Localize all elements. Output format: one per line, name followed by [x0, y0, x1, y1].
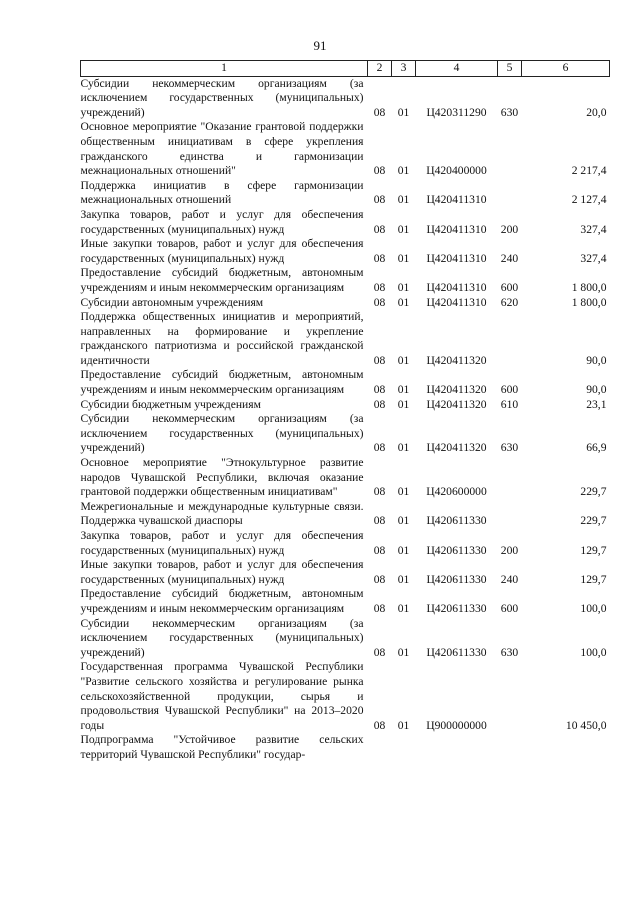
table-row — [81, 310, 610, 368]
row-section: 08 — [373, 718, 386, 732]
row-expense-type — [498, 456, 522, 500]
row-subsection: 01 — [397, 353, 410, 367]
page-number: 91 — [313, 38, 327, 53]
row-section: 08 — [373, 353, 386, 367]
row-name: Подпрограмма "Устойчивое развитие сельских территорий Чувашской Республики" государ- — [80, 733, 364, 761]
table-row — [81, 412, 610, 456]
row-name: Закупка товаров, работ и услуг для обеспечения государственных (муниципальных) нужд — [80, 207, 364, 236]
table-row — [81, 296, 610, 311]
row-expense-type: 200 — [500, 543, 519, 557]
row-amount: 20,0 — [586, 105, 607, 119]
header-col-5: 5 — [498, 61, 522, 77]
row-section: 08 — [373, 441, 386, 455]
row-name: Предоставление субсидий бюджетным, автономным учреждениям и иным некоммерческим организациям — [80, 587, 364, 615]
row-name: Предоставление субсидий бюджетным, автономным учреждениям и иным некоммерческим организациям — [80, 368, 364, 397]
table-row — [81, 237, 610, 266]
row-name: Субсидии некоммерческим организациям (за исключением государственных (муниципальных) учреждений) — [80, 76, 364, 119]
row-expense-type: 630 — [500, 105, 519, 119]
row-section: 08 — [373, 222, 386, 236]
header-col-3: 3 — [392, 61, 416, 77]
row-amount: 23,1 — [586, 397, 607, 411]
row-amount: 129,7 — [580, 543, 607, 557]
row-expense-type: 600 — [500, 280, 519, 294]
row-name: Закупка товаров, работ и услуг для обеспечения государственных (муниципальных) нужд — [80, 529, 364, 557]
row-expense-type — [498, 733, 522, 762]
row-amount: 229,7 — [580, 485, 607, 499]
row-amount: 90,0 — [586, 383, 607, 397]
row-subsection: 01 — [397, 105, 410, 119]
row-section: 08 — [373, 601, 386, 615]
row-amount: 129,7 — [580, 572, 607, 586]
row-expense-type: 600 — [500, 601, 519, 615]
table-row — [81, 660, 610, 733]
row-subsection: 01 — [397, 601, 410, 615]
row-expense-type — [498, 120, 522, 178]
row-name: Основное мероприятие "Этнокультурное развитие народов Чувашской Республики, включая оказание грантовой поддержки общественным инициативам" — [80, 456, 364, 499]
row-name: Субсидии бюджетным учреждениям — [80, 397, 261, 411]
row-name: Предоставление субсидий бюджетным, автономным учреждениям и иным некоммерческим организациям — [80, 266, 364, 294]
row-subsection: 01 — [397, 222, 410, 236]
table-row — [81, 587, 610, 616]
row-target-article: Ц420411310 — [426, 193, 487, 207]
row-amount: 327,4 — [580, 222, 607, 236]
row-name: Межрегиональные и международные культурные связи. Поддержка чувашской диаспоры — [80, 499, 364, 528]
table-row — [81, 208, 610, 237]
row-name: Субсидии некоммерческим организациям (за исключением государственных (муниципальных) учреждений) — [80, 412, 364, 455]
row-target-article: Ц420611330 — [426, 645, 487, 659]
row-subsection — [392, 733, 416, 762]
row-expense-type: 600 — [500, 383, 519, 397]
row-name: Иные закупки товаров, работ и услуг для обеспечения государственных (муниципальных) нужд — [80, 237, 364, 265]
row-subsection: 01 — [397, 645, 410, 659]
table-row — [81, 120, 610, 178]
row-subsection: 01 — [397, 193, 410, 207]
row-section: 08 — [373, 397, 386, 411]
row-section: 08 — [373, 280, 386, 294]
row-subsection: 01 — [397, 295, 410, 309]
row-target-article: Ц420411310 — [426, 222, 487, 236]
row-section — [368, 733, 392, 762]
row-amount — [522, 733, 610, 762]
row-amount: 100,0 — [580, 601, 607, 615]
row-target-article: Ц420411320 — [426, 353, 487, 367]
row-subsection: 01 — [397, 514, 410, 528]
table-row — [81, 558, 610, 587]
row-amount: 2 127,4 — [571, 193, 607, 207]
row-amount: 10 450,0 — [565, 718, 607, 732]
header-col-4: 4 — [416, 61, 498, 77]
row-name: Государственная программа Чувашской Республики "Развитие сельского хозяйства и регулирование рынка сельскохозяйственной продукции, сырья и продовольствия Чувашской Республики" на 2013–2020 годы — [80, 660, 364, 732]
row-target-article: Ц420400000 — [426, 164, 487, 178]
row-name: Субсидии автономным учреждениям — [80, 295, 264, 309]
row-name: Субсидии некоммерческим организациям (за исключением государственных (муниципальных) учреждений) — [80, 616, 364, 659]
row-expense-type — [498, 500, 522, 529]
row-target-article: Ц420311290 — [426, 105, 487, 119]
row-expense-type: 620 — [500, 295, 519, 309]
row-section: 08 — [373, 164, 386, 178]
row-expense-type: 240 — [500, 251, 519, 265]
row-section: 08 — [373, 543, 386, 557]
table-row — [81, 617, 610, 661]
row-expense-type — [498, 179, 522, 208]
row-expense-type: 240 — [500, 572, 519, 586]
row-expense-type — [498, 310, 522, 368]
row-target-article: Ц420411310 — [426, 251, 487, 265]
row-expense-type: 200 — [500, 222, 519, 236]
row-target-article: Ц900000000 — [426, 718, 487, 732]
row-section: 08 — [373, 383, 386, 397]
table-row — [81, 76, 610, 120]
row-target-article: Ц420411320 — [426, 383, 487, 397]
row-section: 08 — [373, 572, 386, 586]
row-amount: 2 217,4 — [571, 164, 607, 178]
row-target-article: Ц420611330 — [426, 543, 487, 557]
row-section: 08 — [373, 485, 386, 499]
header-col-2: 2 — [368, 61, 392, 77]
row-subsection: 01 — [397, 572, 410, 586]
table-header — [81, 61, 610, 77]
row-target-article: Ц420611330 — [426, 572, 487, 586]
row-expense-type: 630 — [500, 441, 519, 455]
row-target-article: Ц420411320 — [426, 397, 487, 411]
row-amount: 66,9 — [586, 441, 607, 455]
row-name: Основное мероприятие "Оказание грантовой поддержки общественным инициативам в сфере укрепления гражданского единства и гармонизации межнациональных отношений" — [80, 120, 364, 178]
row-subsection: 01 — [397, 280, 410, 294]
row-amount: 100,0 — [580, 645, 607, 659]
header-col-6: 6 — [522, 61, 610, 77]
row-section: 08 — [373, 295, 386, 309]
row-subsection: 01 — [397, 251, 410, 265]
row-name: Иные закупки товаров, работ и услуг для обеспечения государственных (муниципальных) нужд — [80, 558, 364, 586]
row-name: Поддержка инициатив в сфере гармонизации межнациональных отношений — [80, 178, 364, 207]
row-target-article — [416, 733, 498, 762]
row-amount: 1 800,0 — [571, 280, 607, 294]
row-amount: 90,0 — [586, 353, 607, 367]
row-subsection: 01 — [397, 485, 410, 499]
row-target-article: Ц420611330 — [426, 514, 487, 528]
row-amount: 1 800,0 — [571, 295, 607, 309]
row-target-article: Ц420611330 — [426, 601, 487, 615]
row-subsection: 01 — [397, 164, 410, 178]
row-section: 08 — [373, 105, 386, 119]
row-subsection: 01 — [397, 441, 410, 455]
table-row — [81, 368, 610, 397]
table-row — [81, 500, 610, 529]
row-name: Поддержка общественных инициатив и мероприятий, направленных на формирование и укрепление гражданского патриотизма и российской гражданской идентичности — [80, 310, 364, 367]
row-target-article: Ц420411310 — [426, 295, 487, 309]
table-row — [81, 733, 610, 762]
row-expense-type: 630 — [500, 645, 519, 659]
table-row — [81, 179, 610, 208]
row-expense-type — [498, 660, 522, 733]
table-row — [81, 456, 610, 500]
row-section: 08 — [373, 645, 386, 659]
table-row — [81, 266, 610, 295]
row-expense-type: 610 — [500, 397, 519, 411]
row-target-article: Ц420411320 — [426, 441, 487, 455]
row-subsection: 01 — [397, 397, 410, 411]
budget-table — [80, 60, 610, 763]
row-section: 08 — [373, 514, 386, 528]
header-col-1: 1 — [81, 61, 368, 77]
table-row — [81, 398, 610, 413]
row-section: 08 — [373, 251, 386, 265]
table-body — [81, 76, 610, 762]
row-target-article: Ц420600000 — [426, 485, 487, 499]
row-amount: 327,4 — [580, 251, 607, 265]
row-subsection: 01 — [397, 718, 410, 732]
row-target-article: Ц420411310 — [426, 280, 487, 294]
row-amount: 229,7 — [580, 514, 607, 528]
row-subsection: 01 — [397, 543, 410, 557]
row-section: 08 — [373, 193, 386, 207]
table-row — [81, 529, 610, 558]
row-subsection: 01 — [397, 383, 410, 397]
